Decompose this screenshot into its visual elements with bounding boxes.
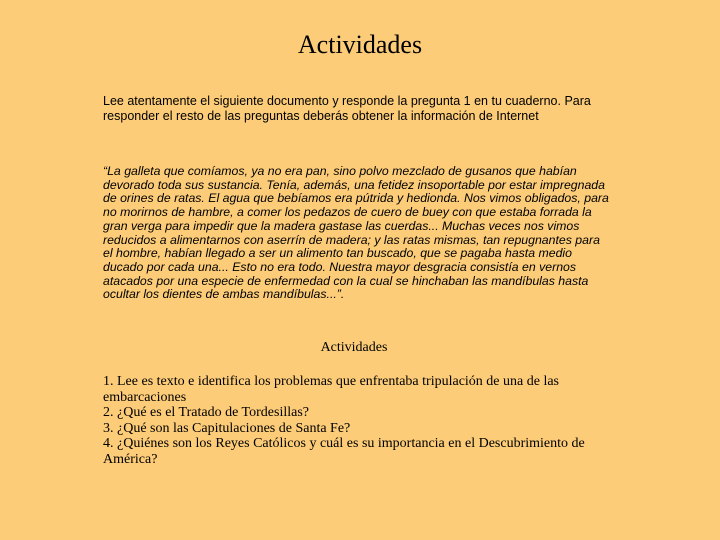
questions-list [103, 374, 603, 467]
question-item: 2. ¿Qué es el Tratado de Tordesillas? [103, 405, 309, 420]
page-title: Actividades [297, 30, 423, 59]
activities-subtitle: Actividades [320, 340, 388, 355]
question-item: 1. Lee es texto e identifica los problemas que enfrentaba tripulación de una de las embarcaciones [103, 374, 559, 405]
instructions-text: Lee atentamente el siguiente documento y responde la pregunta 1 en tu cuaderno. Para responder el resto de las preguntas deberás obtener la información de Internet [103, 94, 591, 123]
historical-quote: “La galleta que comíamos, ya no era pan, sino polvo mezclado de gusanos que habían devorado toda sus sustancia. Tenía, además, una fetidez insoportable por estar impregnada de orines de ratas. El agua que bebíamos era pútrida y hedionda. Nos vimos obligados, para no morirnos de hambre, a comer los pedazos de cuero de buey con que estaba forrada la gran verga para impedir que la madera gastase las cuerdas... Muchas veces nos vimos reducidos a alimentarnos con aserrín de madera; y las ratas mismas, tan repugnantes para el hombre, habían llegado a ser un alimento tan buscado, que se pagaba hasta medio ducado por cada una... Esto no era todo. Nuestra mayor desgracia consistía en vernos atacados por una especie de enfermedad con la cual se hinchaban las mandíbulas hasta ocultar los dientes de ambas mandíbulas...”. [103, 164, 609, 302]
question-item: 3. ¿Qué son las Capitulaciones de Santa Fe? [103, 420, 351, 436]
question-item: 4. ¿Quiénes son los Reyes Católicos y cuál es su importancia en el Descubrimiento de América? [103, 436, 585, 467]
